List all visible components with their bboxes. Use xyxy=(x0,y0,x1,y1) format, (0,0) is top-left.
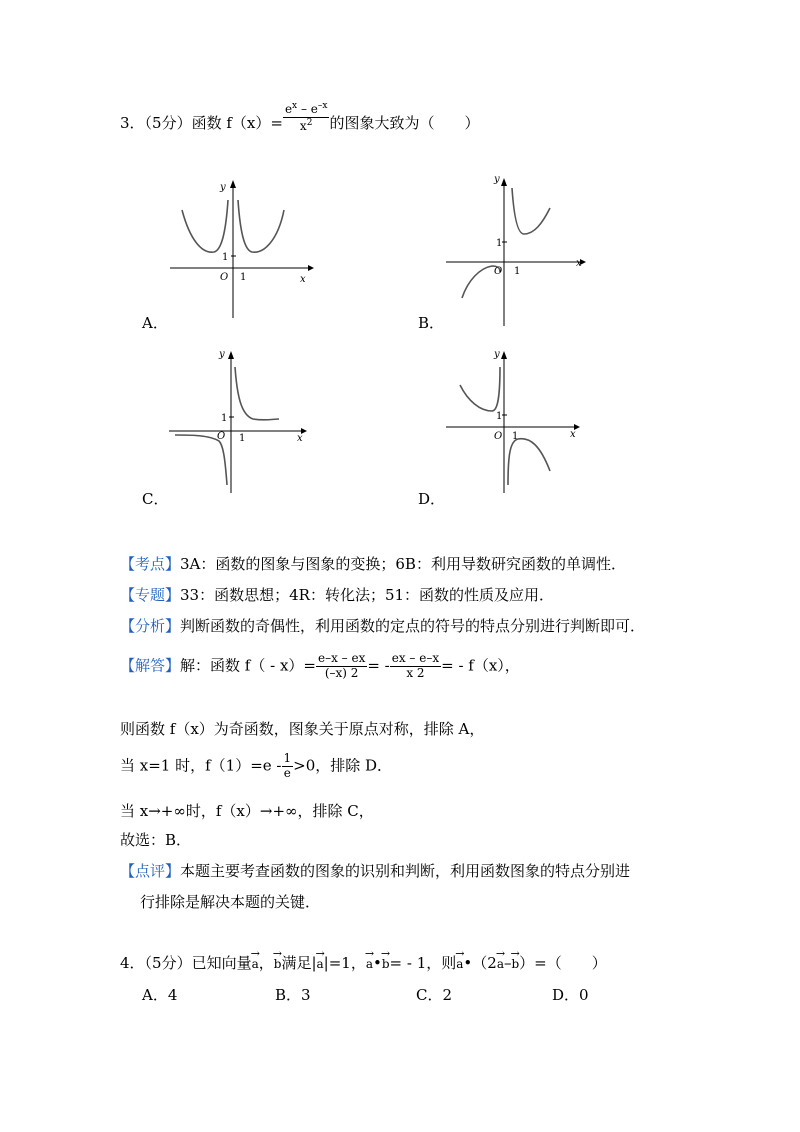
q3-function-fraction: $\frac{e^x - e^{-x}}{x^2}$ xyxy=(284,100,328,133)
dianping-line-2: 行排除是解决本题的关键． xyxy=(140,893,321,911)
q3-prefix: 3．（5分）函数 f（x）= xyxy=(120,114,283,132)
graph-a xyxy=(160,170,320,320)
solution-line-3: 当 x=1 时，f（1）=e - $\frac{1}{e}$ >0，排除 D． xyxy=(120,751,393,780)
graph-c-one-x: 1 xyxy=(239,433,246,444)
jieda-suffix: = - f（x）， xyxy=(441,656,520,675)
graph-d-one-x: 1 xyxy=(512,431,519,442)
graph-c-origin-label: O xyxy=(217,431,226,442)
jieda-line xyxy=(120,652,520,681)
graph-d-origin-label: O xyxy=(494,431,503,442)
kaodian-tag: 【考点】 xyxy=(120,555,181,573)
solution-line-5: 故选：B． xyxy=(120,831,192,849)
jieda-mid: = - xyxy=(367,656,390,675)
jieda-fraction-2: $\frac{ex - e-x}{x 2}$ xyxy=(391,651,440,680)
jieda-prefix: 解：函数 f（ - x）= xyxy=(180,656,316,675)
solution-line-2: 则函数 f（x）为奇函数，图象关于原点对称，排除 A， xyxy=(120,720,485,738)
q4-option-a[interactable]: A．4 xyxy=(142,986,178,1004)
graph-a-y-label: y xyxy=(220,182,226,193)
graph-b xyxy=(440,168,590,328)
graph-b-origin-label: O xyxy=(494,266,503,277)
graph-b-y-label: y xyxy=(494,174,500,185)
q3-suffix: 的图象大致为（ ） xyxy=(329,114,480,132)
graph-d-x-label: x xyxy=(570,429,576,440)
graph-d-y-label: y xyxy=(494,349,500,360)
jieda-fraction-1: $\frac{e-x - ex}{(-x) 2}$ xyxy=(317,651,366,680)
graph-d xyxy=(440,345,590,495)
graph-b-one-y: 1 xyxy=(496,238,503,249)
dianping-tag: 【点评】 xyxy=(120,862,181,880)
graph-c xyxy=(165,345,315,495)
jieda-tag: 【解答】 xyxy=(120,656,181,675)
option-a-label[interactable]: A． xyxy=(142,314,168,332)
graph-b-one-x: 1 xyxy=(514,266,521,277)
zhuanti-tag: 【专题】 xyxy=(120,586,181,604)
zhuanti-line xyxy=(120,584,554,605)
vector-a: → a xyxy=(252,957,259,971)
solution-line-4: 当 x→+∞时，f（x）→+∞，排除 C， xyxy=(120,802,374,820)
option-b-label[interactable]: B． xyxy=(418,314,445,332)
fenxi-text: 判断函数的奇偶性，利用函数的定点的符号的特点分别进行判断即可． xyxy=(180,617,646,635)
dianping-text-1: 本题主要考查函数的图象的识别和判断，利用函数图象的特点分别进 xyxy=(180,862,631,880)
graph-a-one-y: 1 xyxy=(222,252,229,263)
q4-option-b[interactable]: B．3 xyxy=(275,986,311,1004)
graph-a-x-label: x xyxy=(300,274,306,285)
graph-d-one-y: 1 xyxy=(496,411,503,422)
vector-b: → b xyxy=(274,957,282,971)
one-over-e-fraction: $\frac{1}{e}$ xyxy=(283,751,292,780)
fenxi-line xyxy=(120,615,645,636)
q3-stem xyxy=(120,100,480,133)
graph-a-origin-label: O xyxy=(220,272,229,283)
graph-b-x-label: x xyxy=(576,258,582,269)
graph-c-x-label: x xyxy=(297,433,303,444)
graph-c-one-y: 1 xyxy=(221,413,228,424)
option-d-label[interactable]: D． xyxy=(418,490,446,508)
kaodian-line xyxy=(120,553,626,574)
q4-stem: 4．（5分）已知向量→ a，→ b满足|→ a|=1，→ a•→ b= - 1，则→ a•（2→ a–→ b）=（ ） xyxy=(120,952,607,973)
kaodian-text: 3A：函数的图象与图象的变换；6B：利用导数研究函数的单调性． xyxy=(180,555,626,573)
graph-c-y-label: y xyxy=(219,349,225,360)
q4-option-d[interactable]: D．0 xyxy=(552,986,589,1004)
fenxi-tag: 【分析】 xyxy=(120,617,181,635)
q4-option-c[interactable]: C．2 xyxy=(416,986,453,1004)
graph-a-one-x: 1 xyxy=(240,272,247,283)
dianping-line-1 xyxy=(120,860,630,881)
option-c-label[interactable]: C． xyxy=(142,490,169,508)
zhuanti-text: 33：函数思想；4R：转化法；51：函数的性质及应用． xyxy=(180,586,555,604)
